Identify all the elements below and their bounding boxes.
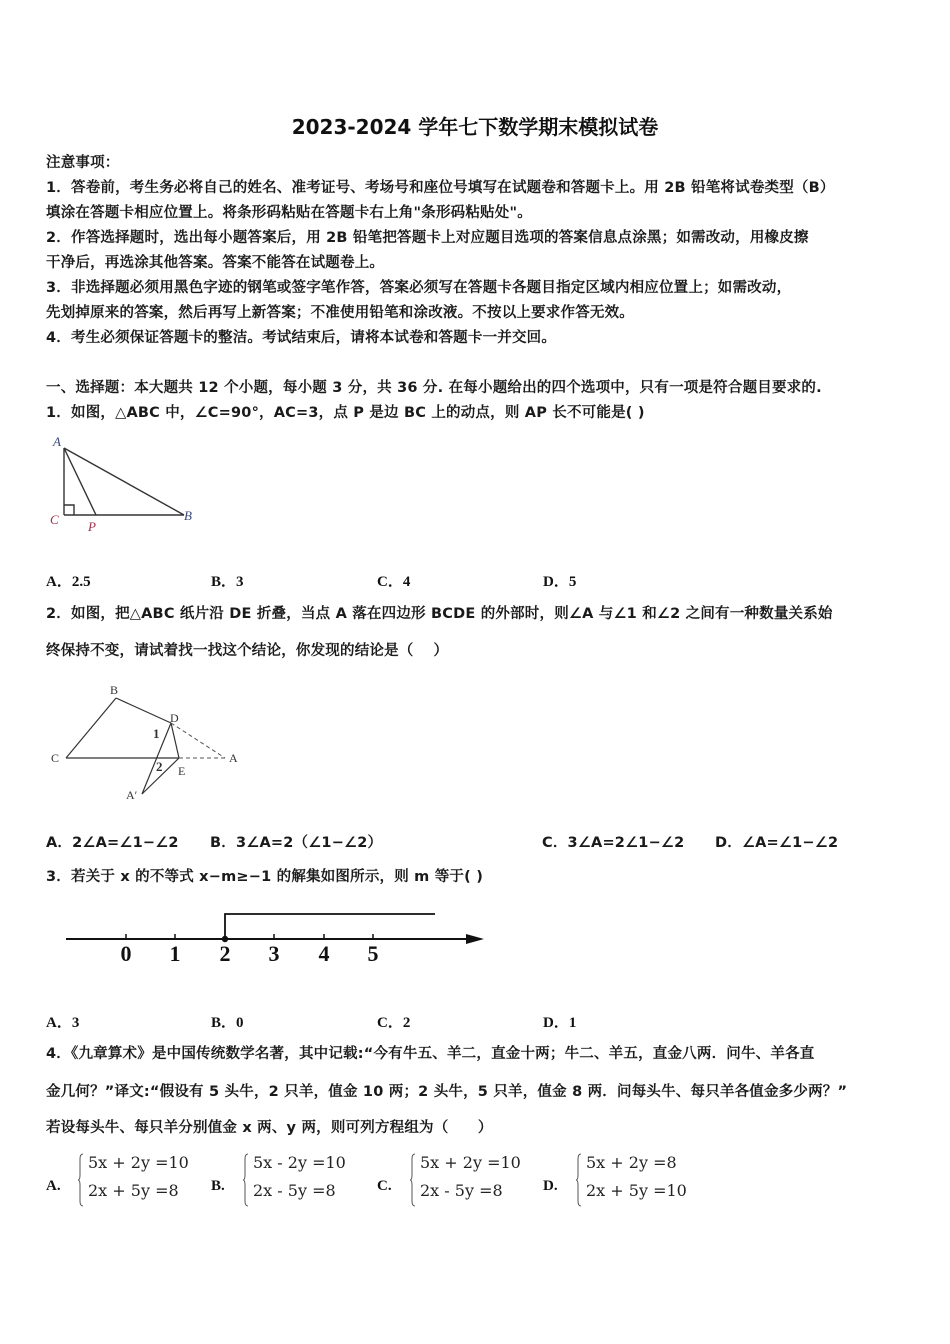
q4-option-a-system (78, 1153, 208, 1209)
label-a: A (229, 751, 238, 765)
q4-option-d-label: D. (543, 1178, 558, 1194)
notice-line: 4．考生必须保证答题卡的整洁。考试结束后，请将本试卷和答题卡一并交回。 (46, 330, 557, 346)
notice-line: 干净后，再选涂其他答案。答案不能答在试题卷上。 (46, 255, 385, 271)
page-title: 2023-2024 学年七下数学期末模拟试卷 (291, 115, 659, 139)
q1-option-d: D．5 (543, 574, 577, 590)
q1-option-c: C．4 (377, 574, 411, 590)
label-b: B (184, 508, 192, 523)
tick-label: 1 (169, 941, 181, 966)
label-a-prime: A′ (126, 788, 138, 802)
q4-option-b-system (243, 1153, 373, 1209)
q3-option-a: A．3 (46, 1015, 80, 1031)
notice-line: 先划掉原来的答案，然后再写上新答案；不准使用铅笔和涂改液。不按以上要求作答无效。 (46, 305, 634, 321)
notice-line: 3．非选择题必须用黑色字迹的钢笔或签字笔作答，答案必须写在答题卡各题目指定区域内相应位置上；如需改动， (46, 280, 792, 296)
brace-icon (243, 1153, 249, 1207)
label-p: P (88, 519, 96, 534)
q3-option-b: B．0 (211, 1015, 244, 1031)
q3-option-c: C．2 (377, 1015, 411, 1031)
equation-2: 2x + 5y =10 (586, 1181, 687, 1200)
q2-option-a: A．2∠A=∠1−∠2 (46, 835, 179, 851)
section-heading: 一、选择题：本大题共 12 个小题，每小题 3 分，共 36 分. 在每小题给出的四个选项中，只有一项是符合题目要求的. (46, 380, 822, 396)
label-c: C (51, 751, 60, 765)
q4-option-c-label: C. (377, 1178, 392, 1194)
question-4-stem: 若设每头牛、每只羊分别值金 x 两、y 两，则可列方程组为（ ） (46, 1120, 493, 1136)
q3-option-d: D．1 (543, 1015, 577, 1031)
equation-1: 5x + 2y =8 (586, 1153, 677, 1172)
equation-1: 5x + 2y =10 (420, 1153, 521, 1172)
q4-option-c-system (410, 1153, 540, 1209)
q1-option-a: A．2.5 (46, 574, 91, 590)
brace-icon (410, 1153, 416, 1207)
label-c: C (50, 512, 59, 527)
brace-icon (576, 1153, 582, 1207)
question-2-stem: 终保持不变，请试着找一找这个结论，你发现的结论是（ ） (46, 643, 449, 659)
question-4-stem: 金几何？”译文:“假设有 5 头牛，2 只羊，值金 10 两；2 头牛，5 只羊，值金 8 两．问每头牛、每只羊各值金多少两？” (46, 1084, 848, 1100)
fold-triangle-figure (44, 678, 254, 808)
question-2-stem: 2．如图，把△ABC 纸片沿 DE 折叠，当点 A 落在四边形 BCDE 的外部时，则∠A 与∠1 和∠2 之间有一种数量关系始 (46, 606, 833, 622)
label-d: D (170, 711, 179, 725)
label-b: B (110, 683, 119, 697)
q2-option-b: B．3∠A=2（∠1−∠2） (210, 835, 383, 851)
equation-2: 2x + 5y =8 (88, 1181, 179, 1200)
label-e: E (178, 764, 186, 778)
brace-icon (78, 1153, 84, 1207)
q2-option-d: D．∠A=∠1−∠2 (715, 835, 839, 851)
notice-line: 2．作答选择题时，选出每小题答案后，用 2B 铅笔把答题卡上对应题目选项的答案信息点涂黑；如需改动，用橡皮擦 (46, 230, 809, 246)
tick-label: 2 (219, 941, 231, 966)
question-4-stem: 4．《九章算术》是中国传统数学名著，其中记载:“今有牛五、羊二，直金十两；牛二、羊五，直金八两．问牛、羊各直 (46, 1046, 815, 1062)
q4-option-d-system (576, 1153, 706, 1209)
label-angle-1: 1 (153, 726, 160, 741)
tick-label: 5 (367, 941, 379, 966)
label-a: A (53, 434, 61, 449)
equation-2: 2x - 5y =8 (420, 1181, 503, 1200)
equation-1: 5x + 2y =10 (88, 1153, 189, 1172)
tick-label: 0 (120, 941, 132, 966)
q2-option-c: C．3∠A=2∠1−∠2 (542, 835, 685, 851)
notice-line: 填涂在答题卡相应位置上。将条形码粘贴在答题卡右上角"条形码粘贴处"。 (46, 205, 532, 221)
question-1-stem: 1．如图，△ABC 中，∠C=90°，AC=3，点 P 是边 BC 上的动点，则 AP 长不可能是( ) (46, 405, 645, 421)
equation-2: 2x - 5y =8 (253, 1181, 336, 1200)
number-line-figure (60, 905, 490, 970)
tick-label: 3 (268, 941, 280, 966)
tick-label: 4 (318, 941, 330, 966)
q1-option-b: B．3 (211, 574, 244, 590)
label-angle-2: 2 (156, 759, 163, 774)
equation-1: 5x - 2y =10 (253, 1153, 346, 1172)
q4-option-a-label: A. (46, 1178, 61, 1194)
q4-option-b-label: B. (211, 1178, 225, 1194)
notice-line: 1．答卷前，考生务必将自己的姓名、准考证号、考场号和座位号填写在试题卷和答题卡上。用 2B 铅笔将试卷类型（B） (46, 180, 835, 196)
question-3-stem: 3．若关于 x 的不等式 x−m≥−1 的解集如图所示，则 m 等于( ) (46, 869, 484, 885)
right-triangle-figure (44, 428, 214, 538)
notice-heading: 注意事项： (46, 155, 120, 171)
